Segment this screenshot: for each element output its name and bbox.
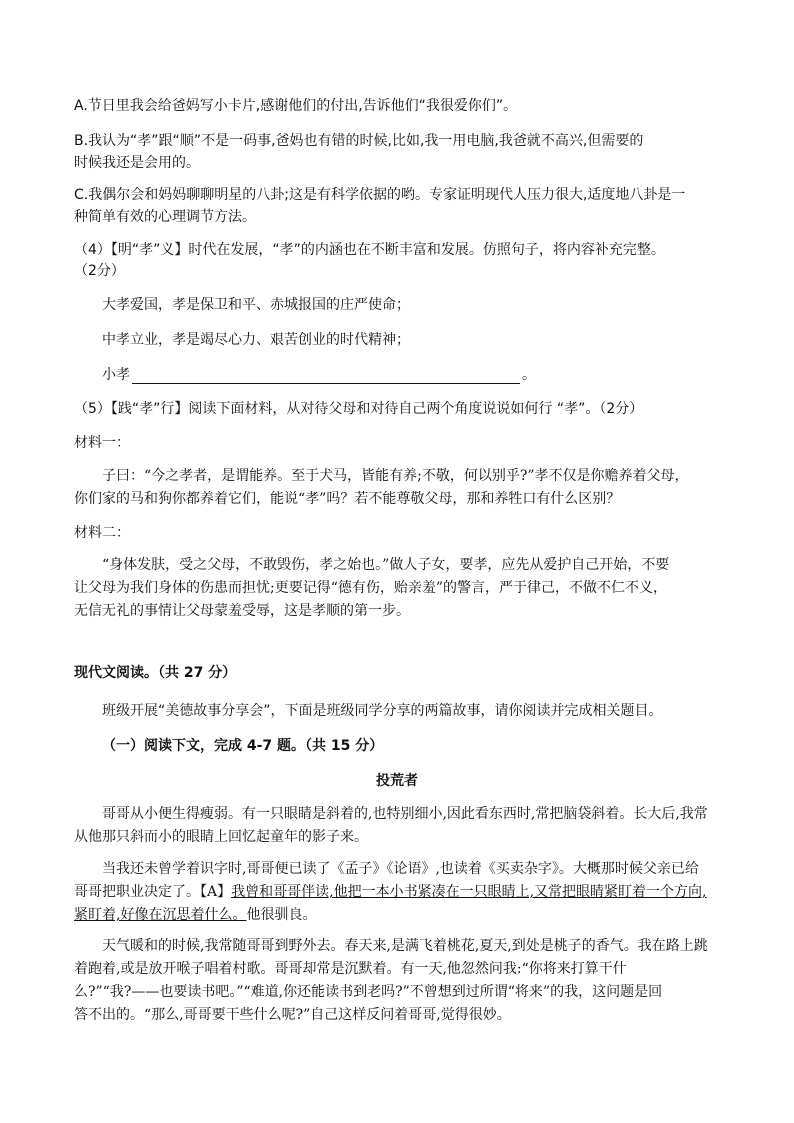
article-p3-line-2: 着跑着,或是放开喉子唱着村歌。哥哥却常是沉默着。有一天,他忽然问我:“你将来打算干什 — [74, 961, 627, 977]
material-1-line-2: 你们家的马和狗你都养着它们，能说“孝”吗？若不能尊敬父母，那和养牲口有什么区别？ — [74, 491, 621, 507]
material-2-line-3: 无信无礼的事情让父母蒙羞受辱，这是孝顺的第一步。 — [74, 603, 410, 619]
question-5-prompt: （5）【践“孝”行】阅读下面材料，从对待父母和对待自己两个角度说说如何行 “孝”。（2分） — [74, 401, 644, 417]
q4-fill-prefix: 小孝 — [102, 367, 130, 383]
article-p3-line-1: 天气暖和的时候,我常随哥哥到野外去。春天来,是满飞着桃花,夏天,到处是桃子的香气。我在路上跳 — [102, 938, 708, 954]
article-p1-line-1: 哥哥从小便生得瘦弱。有一只眼睛是斜着的,也特别细小,因此看东西时,常把脑袋斜着。长大后,我常 — [102, 806, 708, 822]
article-p2-line-1: 当我还未曾学着识字时,哥哥便已读了《孟子》《论语》,也读着《买卖杂字》。大概那时候父亲已给 — [102, 861, 699, 877]
article-p2-line-3-tail: 他很驯良。 — [246, 907, 317, 923]
article-p3-line-3: 么?”“我?——也要读书吧。”“难道,你还能读书到老吗?”不曾想到过所谓“将来”的我，这问题是回 — [74, 984, 663, 1000]
article-p2-line-3 — [74, 906, 316, 924]
q4-fill-suffix: 。 — [522, 367, 536, 383]
article-p2-line-2-start: 哥哥把职业决定了。【A】 — [74, 884, 232, 900]
article-title: 投荒者 — [376, 773, 418, 789]
article-p1-line-2: 从他那只斜而小的眼睛上回忆起童年的影子来。 — [74, 829, 368, 845]
question-4-points: （2分） — [74, 263, 125, 279]
option-b-line-2: 时候我还是会用的。 — [74, 155, 200, 171]
option-c-line-2: 种简单有效的心理调节方法。 — [74, 209, 256, 225]
underlined-passage-a-end: 紧盯着,好像在沉思着什么。 — [74, 907, 247, 923]
question-4-prompt: （4）【明“孝”义】时代在发展，“孝”的内涵也在不断丰富和发展。仿照句子，将内容补充完整。 — [74, 242, 665, 258]
article-p3-line-4: 答不出的。“那么,哥哥要干些什么呢?”自己这样反问着哥哥,觉得很妙。 — [74, 1007, 511, 1023]
option-a: A.节日里我会给爸妈写小卡片,感谢他们的付出,告诉他们“我很爱你们”。 — [74, 98, 518, 114]
section-heading: 现代文阅读。（共 27 分） — [74, 665, 237, 681]
q4-example-2: 中孝立业，孝是竭尽心力、艰苦创业的时代精神； — [102, 332, 410, 348]
section-intro: 班级开展“美德故事分享会”，下面是班级同学分享的两篇故事，请你阅读并完成相关题目。 — [102, 703, 663, 719]
sub-heading: （一）阅读下文，完成 4-7 题。（共 15 分） — [102, 738, 384, 754]
material-2-line-1: “身体发肤，受之父母，不敢毁伤，孝之始也。”做人子女，要孝，应先从爱护自己开始，不要 — [102, 557, 670, 573]
answer-blank[interactable] — [132, 369, 520, 384]
underlined-passage-a: 我曾和哥哥伴读,他把一本小书紧凑在一只眼睛上,又常把眼睛紧盯着一个方向, — [231, 884, 707, 900]
article-p2-line-2 — [74, 883, 706, 901]
option-b-line-1: B.我认为“孝”跟“顺”不是一码事,爸妈也有错的时候,比如,我一用电脑,我爸就不高兴,但需要的 — [74, 133, 644, 149]
material-2-label: 材料二： — [74, 525, 130, 541]
q4-fill-line — [102, 366, 536, 384]
material-1-label: 材料一： — [74, 435, 130, 451]
option-c-line-1: C.我偶尔会和妈妈聊聊明星的八卦;这是有科学依据的哟。专家证明现代人压力很大,适度地八卦是一 — [74, 187, 686, 203]
q4-example-1: 大孝爱国，孝是保卫和平、赤城报国的庄严使命； — [102, 297, 410, 313]
material-1-line-1: 子曰：“今之孝者，是谓能养。至于犬马，皆能有养;不敬，何以别乎?”孝不仅是你赡养着父母， — [102, 468, 689, 484]
material-2-line-2: 让父母为我们身体的伤患而担忧;更要记得“德有伤，贻亲羞”的警言，严于律己，不做不仁不义， — [74, 580, 668, 596]
